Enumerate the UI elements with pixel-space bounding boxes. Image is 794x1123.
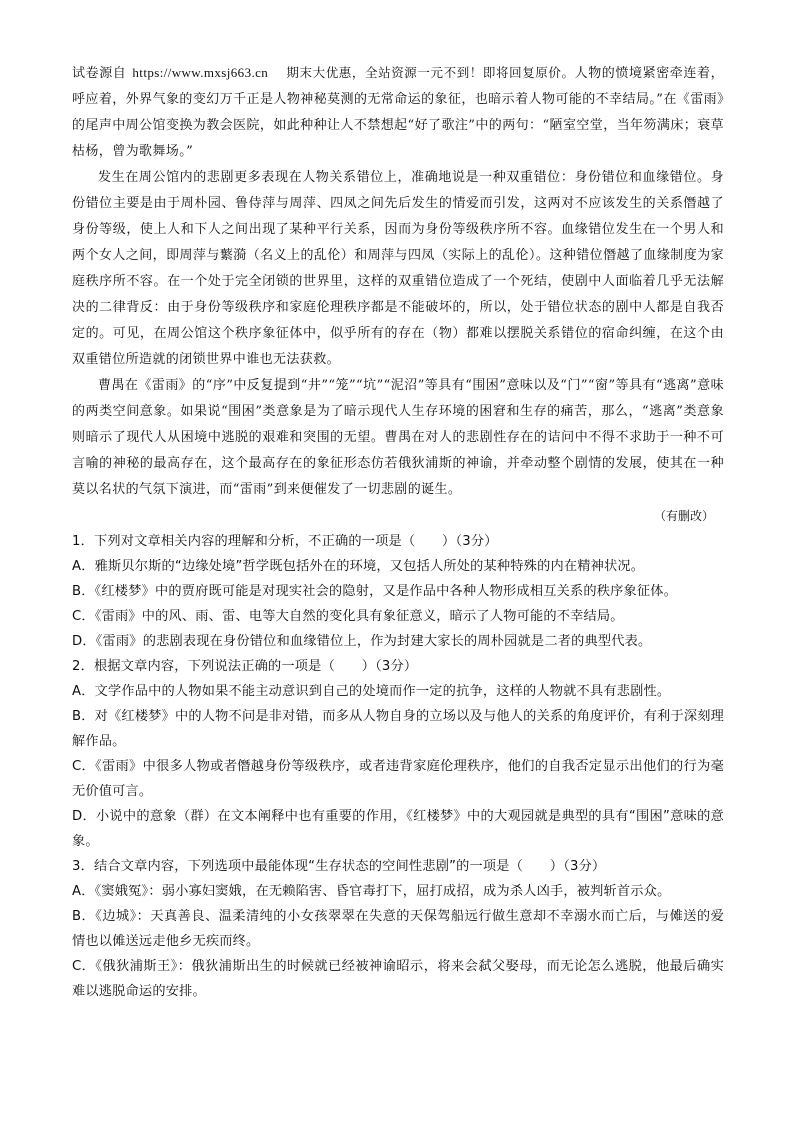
question-3-option-c: C．《俄狄浦斯王》：俄狄浦斯出生的时候就已经被神谕昭示，将来会弑父娶母，而无论怎么逃脱，他最后确实难以逃脱命运的安排。 xyxy=(72,959,724,999)
question-3-stem: 3．结合文章内容，下列选项中最能体现“生存状态的空间性悲剧”的一项是（ ）（3分） xyxy=(72,859,606,874)
question-3 xyxy=(72,854,724,1004)
header-source-label: 试卷源自 xyxy=(72,66,127,81)
question-2-option-b: B．对《红楼梦》中的人物不问是非对错，而多从人物自身的立场以及与他人的关系的角度评价，有利于深刻理解作品。 xyxy=(72,709,724,749)
question-2-stem: 2．根据文章内容，下列说法正确的一项是（ ）（3分） xyxy=(72,659,418,674)
question-1-option-d: D．《雷雨》的悲剧表现在身份错位和血缘错位上，作为封建大家长的周朴园就是二者的典型代表。 xyxy=(72,634,652,649)
question-2-option-d: D．小说中的意象（群）在文本阐释中也有重要的作用，《红楼梦》中的大观园就是典型的具有“围困”意味的意象。 xyxy=(72,809,724,849)
passage-p1-continued: 人物的愤境紧密牵连着，呼应着，外界气象的变幻万千正是人物神秘莫测的无常命运的象征，也暗示着人物可能的不幸结局。”在《雷雨》的尾声中周公馆变换为教会医院，如此种种让人不禁想起“好了歌注”中的两句：“陋室空堂，当年笏满床；衰草枯杨，曾为歌舞场。” xyxy=(72,66,724,159)
page-content xyxy=(72,60,724,1004)
passage-paragraph-1 xyxy=(72,60,724,165)
question-2 xyxy=(72,654,724,854)
question-1-stem: 1．下列对文章相关内容的理解和分析，不正确的一项是（ ）（3分） xyxy=(72,534,498,549)
question-2-option-a: A．文学作品中的人物如果不能主动意识到自己的处境而作一定的抗争，这样的人物就不具有悲剧性。 xyxy=(72,684,671,699)
question-3-option-a: A．《窦娥冤》：弱小寡妇窦娥，在无赖陷害、昏官毒打下，屈打成招，成为杀人凶手，被判斩首示众。 xyxy=(72,884,671,899)
passage-paragraph-2: 发生在周公馆内的悲剧更多表现在人物关系错位上，准确地说是一种双重错位：身份错位和血缘错位。身份错位主要是由于周朴园、鲁侍萍与周萍、四凤之间先后发生的情爱而引发，这两对不应该发生的关系僭越了身份等级，使上人和下人之间出现了某种平行关系，因而为身份等级秩序所不容。血缘错位发生在一个男人和两个女人之间，即周萍与蘩漪（名义上的乱伦）和周萍与四凤（实际上的乱伦）。这种错位僭越了血缘制度为家庭秩序所不容。在一个处于完全闭锁的世界里，这样的双重错位造成了一个死结，使剧中人面临着几乎无法解决的二律背反：由于身份等级秩序和家庭伦理秩序都是不能破坏的，所以，处于错位状态的剧中人都是自我否定的。可见，在周公馆这个秩序象征体中，似乎所有的存在（物）都难以摆脱关系错位的宿命纠缠，在这个由双重错位所造就的闭锁世界中谁也无法获救。 xyxy=(72,170,724,367)
header-url: https://www.mxsj663.cn xyxy=(132,65,269,80)
question-1-option-b: B．《红楼梦》中的贾府既可能是对现实社会的隐射，又是作品中各种人物形成相互关系的秩序象征体。 xyxy=(72,584,678,599)
passage-paragraph-3: 曹禺在《雷雨》的“序”中反复提到“井”“笼”“坑”“泥沼”等具有“围困”意味以及“门”“窗”等具有“逃离”意味的两类空间意象。如果说“围困”类意象是为了暗示现代人生存环境的困窘和生存的痛苦，那么，“逃离”类意象则暗示了现代人从困境中逃脱的艰难和突围的无望。曹禺在对人的悲剧性存在的诘问中不得不求助于一种不可言喻的神秘的最高存在，这个最高存在的象征形态仿若俄狄浦斯的神谕，并牵动整个剧情的发展，使其在一种莫以名状的气氛下演进，而“雷雨”到来便催发了一切悲剧的诞生。 xyxy=(72,378,724,497)
question-2-option-c: C．《雷雨》中很多人物或者僭越身份等级秩序，或者违背家庭伦理秩序，他们的自我否定显示出他们的行为毫无价值可言。 xyxy=(72,759,724,799)
passage-signoff: （有删改） xyxy=(653,509,714,523)
header-promo: 期末大优惠，全站资源一元不到！即将回复原价。 xyxy=(286,65,575,80)
question-1-option-c: C．《雷雨》中的风、雨、雷、电等大自然的变化具有象征意义，暗示了人物可能的不幸结局。 xyxy=(72,609,624,624)
question-3-option-b: B．《边城》：天真善良、温柔清纯的小女孩翠翠在失意的天保驾船远行做生意却不幸溺水而亡后，与傩送的爱情也以傩送远走他乡无疾而终。 xyxy=(72,909,724,949)
question-1-option-a: A．雅斯贝尔斯的“边缘处境”哲学既包括外在的环境，又包括人所处的某种特殊的内在精神状况。 xyxy=(72,559,645,574)
question-1 xyxy=(72,529,724,654)
